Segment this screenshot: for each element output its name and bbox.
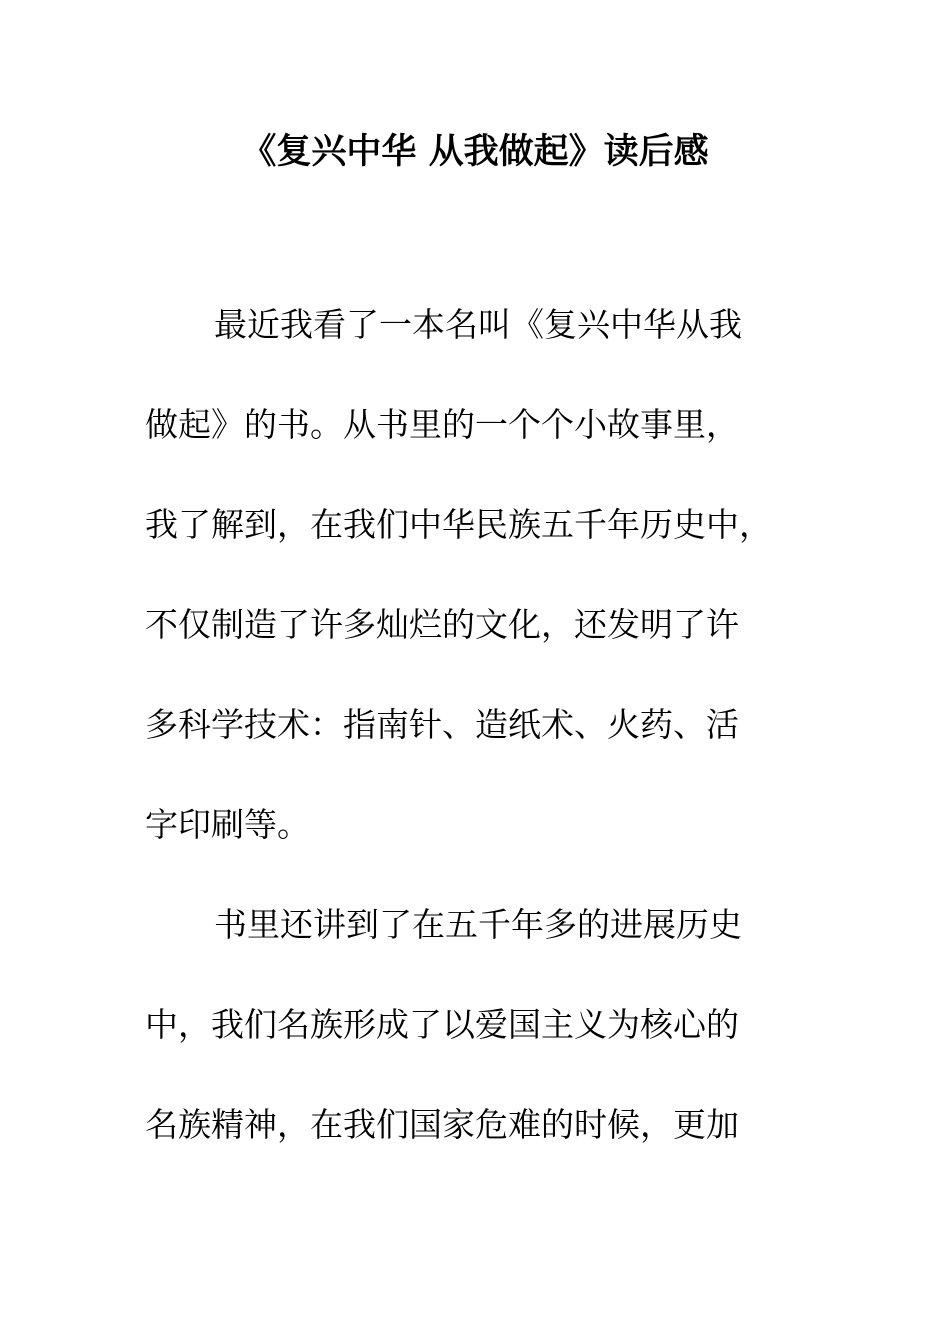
paragraph-1-line-3: 我了解到，在我们中华民族五千年历史中， bbox=[145, 505, 772, 544]
paragraph-1-line-4: 不仅制造了许多灿烂的文化，还发明了许 bbox=[145, 605, 739, 644]
paragraph-2-line-1: 书里还讲到了在五千年多的进展历史 bbox=[214, 905, 742, 944]
paragraph-1-line-5: 多科学技术：指南针、造纸术、火药、活 bbox=[145, 705, 739, 744]
paragraph-1-line-6: 字印刷等。 bbox=[145, 805, 310, 844]
paragraph-2-line-3: 名族精神，在我们国家危难的时候，更加 bbox=[145, 1105, 739, 1144]
paragraph-2-line-2: 中，我们名族形成了以爱国主义为核心的 bbox=[145, 1005, 739, 1044]
paragraph-1-line-2: 做起》的书。从书里的一个个小故事里， bbox=[145, 405, 739, 444]
document-title: 《复兴中华 从我做起》读后感 bbox=[241, 131, 709, 172]
paragraph-1-line-1: 最近我看了一本名叫《复兴中华从我 bbox=[214, 305, 742, 344]
